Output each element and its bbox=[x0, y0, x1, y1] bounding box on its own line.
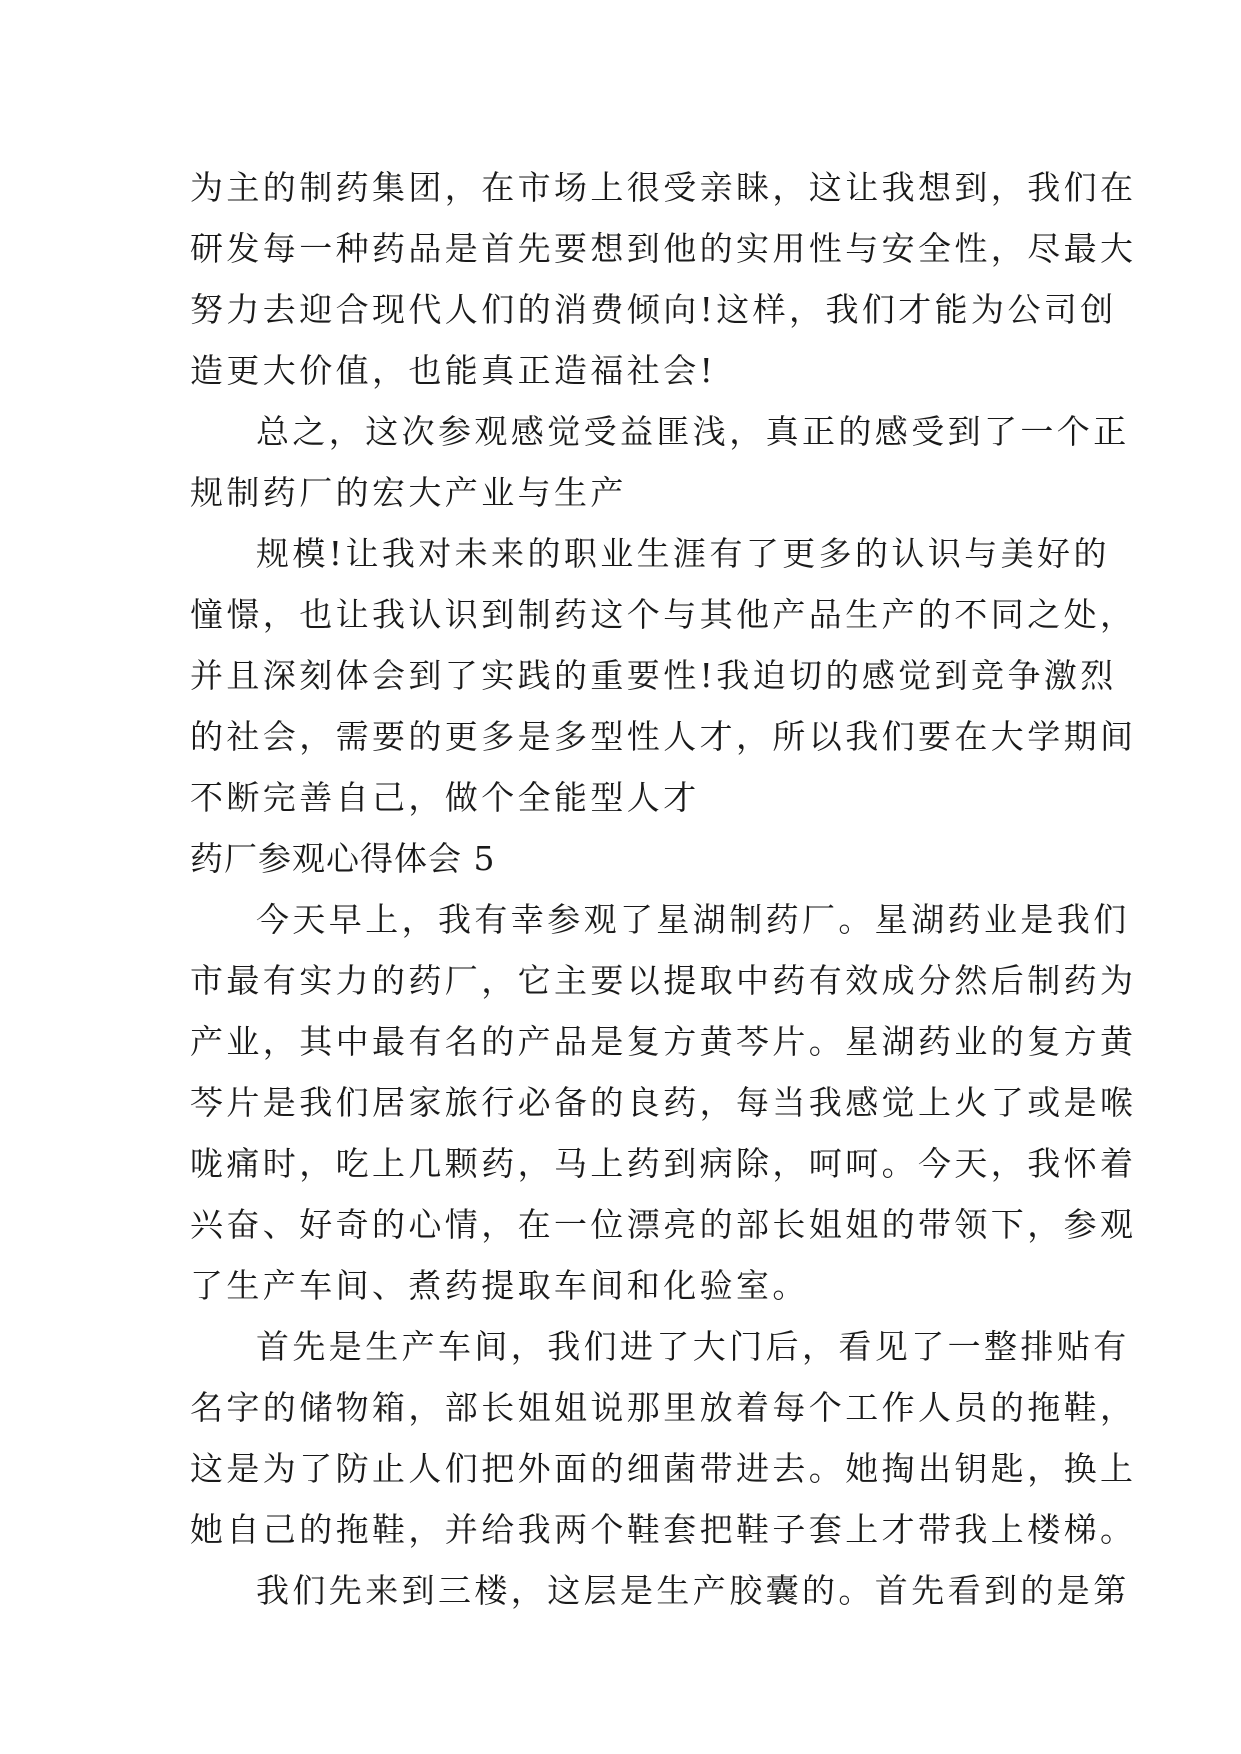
text-line: 市最有实力的药厂，它主要以提取中药有效成分然后制药为 bbox=[190, 961, 1137, 1000]
text-line: 名字的储物箱，部长姐姐说那里放着每个工作人员的拖鞋， bbox=[190, 1388, 1137, 1427]
text-line: 兴奋、好奇的心情，在一位漂亮的部长姐姐的带领下，参观 bbox=[190, 1205, 1137, 1244]
text-line: 这是为了防止人们把外面的细菌带进去。她掏出钥匙，换上 bbox=[190, 1449, 1137, 1488]
text-line: 首先是生产车间，我们进了大门后，看见了一整排贴有 bbox=[256, 1327, 1130, 1366]
text-line: 规制药厂的宏大产业与生产 bbox=[190, 473, 627, 512]
text-line: 研发每一种药品是首先要想到他的实用性与安全性，尽最大 bbox=[190, 229, 1137, 268]
text-line: 并且深刻体会到了实践的重要性!我迫切的感觉到竞争激烈 bbox=[190, 656, 1117, 695]
text-line: 我们先来到三楼，这层是生产胶囊的。首先看到的是第 bbox=[256, 1571, 1130, 1610]
text-line: 为主的制药集团，在市场上很受亲睐，这让我想到，我们在 bbox=[190, 168, 1137, 207]
text-line: 总之，这次参观感觉受益匪浅，真正的感受到了一个正 bbox=[256, 412, 1130, 451]
text-line: 今天早上，我有幸参观了星湖制药厂。星湖药业是我们 bbox=[256, 900, 1130, 939]
text-line: 产业，其中最有名的产品是复方黄芩片。星湖药业的复方黄 bbox=[190, 1022, 1137, 1061]
section-heading: 药厂参观心得体会 5 bbox=[190, 839, 496, 878]
text-line: 造更大价值，也能真正造福社会! bbox=[190, 351, 717, 390]
text-line: 憧憬，也让我认识到制药这个与其他产品生产的不同之处， bbox=[190, 595, 1137, 634]
text-line: 努力去迎合现代人们的消费倾向!这样，我们才能为公司创 bbox=[190, 290, 1117, 329]
text-line: 的社会，需要的更多是多型性人才，所以我们要在大学期间 bbox=[190, 717, 1137, 756]
text-line: 规模!让我对未来的职业生涯有了更多的认识与美好的 bbox=[256, 534, 1110, 573]
text-line: 咙痛时，吃上几颗药，马上药到病除，呵呵。今天，我怀着 bbox=[190, 1144, 1137, 1183]
text-line: 不断完善自己，做个全能型人才 bbox=[190, 778, 700, 817]
document-body bbox=[190, 157, 1137, 1621]
text-line: 了生产车间、煮药提取车间和化验室。 bbox=[190, 1266, 809, 1305]
text-line: 她自己的拖鞋，并给我两个鞋套把鞋子套上才带我上楼梯。 bbox=[190, 1510, 1137, 1549]
text-line: 芩片是我们居家旅行必备的良药，每当我感觉上火了或是喉 bbox=[190, 1083, 1137, 1122]
